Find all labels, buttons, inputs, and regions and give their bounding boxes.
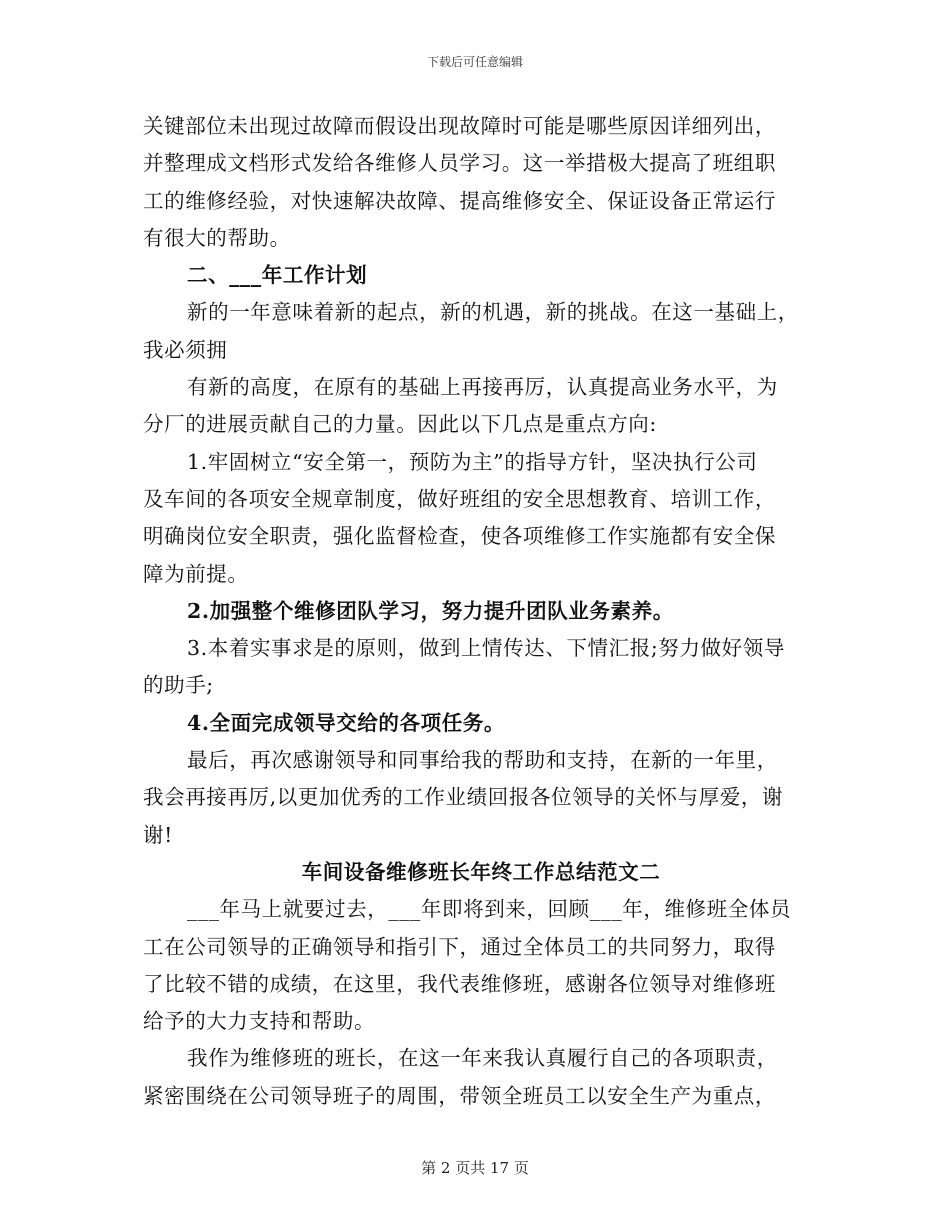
page-header: 下载后可任意编辑 — [426, 55, 523, 69]
section-heading: 二、___年工作计划 — [187, 263, 368, 288]
paragraph-line: 最后，再次感谢领导和同事给我的帮助和支持，在新的一年里， — [187, 748, 778, 773]
paragraph-line: 明确岗位安全职责，强化监督检查，使各项维修工作实施都有安全保 — [143, 524, 776, 549]
paragraph-line: 障为前提。 — [143, 561, 249, 586]
paragraph-line: 工在公司领导的正确领导和指引下，通过全体员工的共同努力，取得 — [143, 934, 776, 959]
paragraph-line: 并整理成文档形式发给各维修人员学习。这一举措极大提高了班组职 — [143, 151, 776, 176]
paragraph-line: 我作为维修班的班长，在这一年来我认真履行自己的各项职责， — [187, 1046, 778, 1071]
paragraph-line: 我必须拥 — [143, 337, 228, 362]
page-footer: 第 2 页共 17 页 — [421, 1159, 529, 1177]
list-item-3: 3.本着实事求是的原则，做到上情传达、下情汇报;努力做好领导 — [187, 636, 785, 661]
paragraph-line: 分厂的进展贡献自己的力量。因此以下几点是重点方向: — [143, 412, 657, 437]
paragraph-line: 关键部位未出现过故障而假设出现故障时可能是哪些原因详细列出， — [143, 114, 776, 138]
paragraph-line: 工的维修经验，对快速解决故障、提高维修安全、保证设备正常运行 — [143, 188, 776, 213]
document-body — [143, 108, 809, 1115]
paragraph-line: 给予的大力支持和帮助。 — [143, 1009, 376, 1034]
paragraph-line: 紧密围绕在公司领导班子的周围，带领全班员工以安全生产为重点， — [143, 1083, 776, 1108]
paragraph-line: 有新的高度，在原有的基础上再接再厉，认真提高业务水平，为 — [187, 375, 778, 400]
paragraph-line: ___年马上就要过去，___年即将到来，回顾___年，维修班全体员 — [187, 897, 792, 922]
paragraph-line: 新的一年意味着新的起点，新的机遇，新的挑战。在这一基础上， — [187, 300, 799, 325]
paragraph-line: 谢! — [143, 822, 173, 847]
list-item-4: 4.全面完成领导交给的各项任务。 — [187, 710, 505, 735]
paragraph-line: 及车间的各项安全规章制度，做好班组的安全思想教育、培训工作， — [143, 486, 776, 511]
document-title: 车间设备维修班长年终工作总结范文二 — [301, 859, 661, 884]
paragraph-line: 我会再接再厉,以更加优秀的工作业绩回报各位领导的关怀与厚爱，谢 — [143, 785, 784, 810]
paragraph-line: 有很大的帮助。 — [143, 225, 291, 250]
paragraph-line: 了比较不错的成绩，在这里，我代表维修班，感谢各位领导对维修班 — [143, 971, 776, 996]
paragraph-line: 的助手; — [143, 673, 214, 698]
list-item-2: 2.加强整个维修团队学习，努力提升团队业务素养。 — [187, 598, 674, 623]
list-item-1: 1.牢固树立“安全第一，预防为主”的指导方针，坚决执行公司 — [187, 449, 758, 474]
